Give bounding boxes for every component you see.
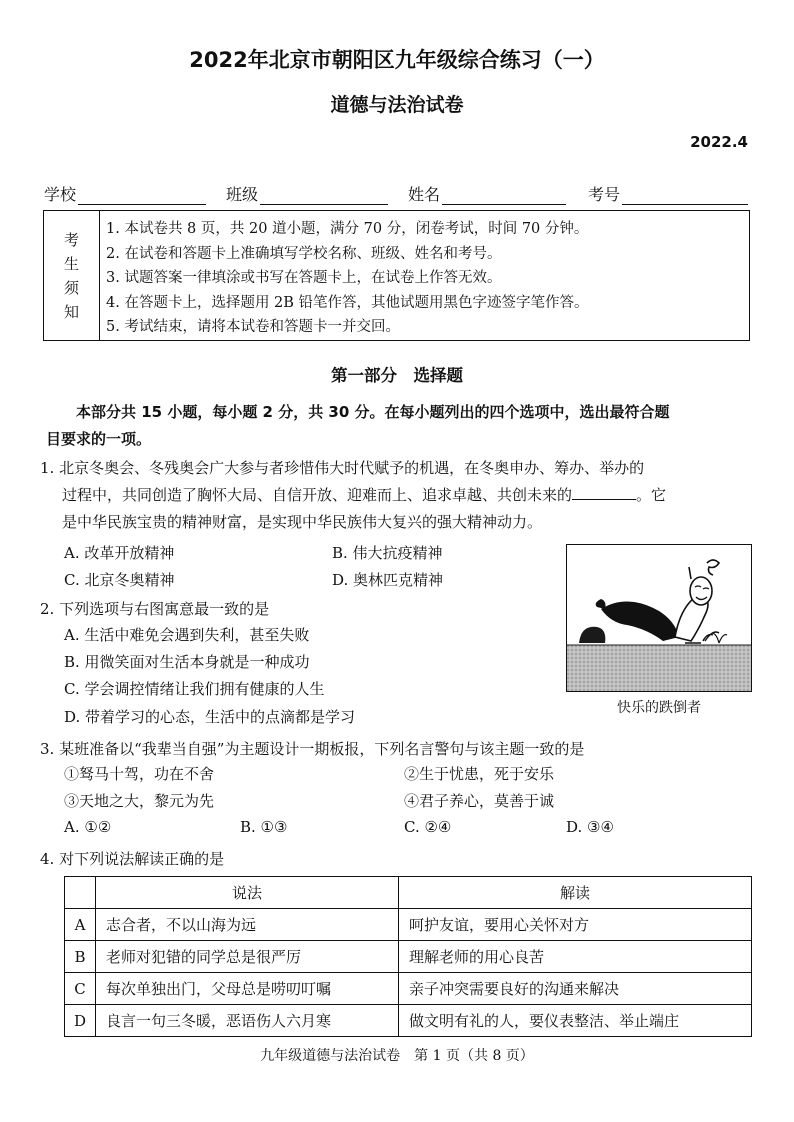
table-header-row	[65, 877, 752, 909]
q2-option-b[interactable]: B. 用微笑面对生活本身就是一种成功	[64, 653, 310, 671]
q2-option-a[interactable]: A. 生活中难免会遇到失利，甚至失败	[64, 626, 310, 644]
table-header-blank	[65, 877, 96, 909]
q2-stem: 2. 下列选项与右图寓意最一致的是	[40, 600, 270, 618]
q1-line3: 是中华民族宝贵的精神财富，是实现中华民族伟大复兴的强大精神动力。	[62, 513, 543, 531]
notice-item: 4. 在答题卡上，选择题用 2B 铅笔作答，其他试题用黑色字迹签字笔作答。	[106, 294, 589, 311]
notice-items	[106, 217, 589, 340]
row-letter: C	[65, 973, 96, 1005]
notice-label-char: 须	[63, 278, 79, 297]
school-blank[interactable]	[78, 186, 206, 205]
table-row[interactable]	[65, 973, 752, 1005]
q1-option-b[interactable]: B. 伟大抗疫精神	[332, 544, 443, 562]
q2-option-c[interactable]: C. 学会调控情绪让我们拥有健康的人生	[64, 680, 325, 698]
page-footer: 九年级道德与法治试卷 第 1 页（共 8 页）	[260, 1048, 534, 1064]
cartoon-image	[566, 544, 752, 692]
table-header-statement: 说法	[96, 877, 399, 909]
q1-line1: 1. 北京冬奥会、冬残奥会广大参与者珍惜伟大时代赋予的机遇，在冬奥申办、筹办、举办的	[40, 459, 645, 477]
table-row[interactable]	[65, 1005, 752, 1037]
exam-date: 2022.4	[690, 133, 748, 151]
q3-item-2: ②生于忧患，死于安乐	[404, 765, 555, 783]
name-blank[interactable]	[442, 186, 566, 205]
q1-line2-text: 过程中，共同创造了胸怀大局、自信开放、迎难而上、追求卓越、共创未来的	[62, 486, 573, 504]
table-header-interpretation: 解读	[399, 877, 752, 909]
q2-option-d[interactable]: D. 带着学习的心态，生活中的点滴都是学习	[64, 708, 356, 726]
table-row[interactable]	[65, 909, 752, 941]
school-field[interactable]	[44, 182, 206, 205]
fallen-body	[601, 601, 679, 641]
row-letter: D	[65, 1005, 96, 1037]
notice-label-char: 知	[63, 302, 79, 321]
q3-item-3: ③天地之大，黎元为先	[64, 792, 215, 810]
class-label: 班级	[226, 185, 259, 204]
row-statement: 良言一句三冬暖，恶语伤人六月寒	[96, 1005, 399, 1037]
q4-table	[64, 876, 752, 1037]
row-interpretation: 呵护友谊，要用心关怀对方	[399, 909, 752, 941]
q1-line2-tail: 。它	[636, 486, 667, 504]
class-blank[interactable]	[260, 186, 388, 205]
q3-option-d[interactable]: D. ③④	[566, 818, 614, 836]
figure-head	[690, 577, 712, 605]
row-letter: B	[65, 941, 96, 973]
q3-item-1: ①驽马十驾，功在不舍	[64, 765, 215, 783]
q4-stem: 4. 对下列说法解读正确的是	[40, 850, 225, 868]
q1-option-c[interactable]: C. 北京冬奥精神	[64, 571, 175, 589]
notice-label	[44, 211, 100, 340]
q3-option-b[interactable]: B. ①③	[240, 818, 288, 836]
cartoon-caption: 快乐的跌倒者	[617, 700, 701, 716]
section-intro-line1: 本部分共 15 小题，每小题 2 分，共 30 分。在每小题列出的四个选项中，选出最符合题	[76, 403, 670, 421]
school-label: 学校	[44, 185, 77, 204]
q3-option-a[interactable]: A. ①②	[64, 818, 112, 836]
row-statement: 老师对犯错的同学总是很严厉	[96, 941, 399, 973]
q3-stem: 3. 某班准备以“我辈当自强”为主题设计一期板报，下列名言警句与该主题一致的是	[40, 740, 585, 758]
q3-option-c[interactable]: C. ②④	[404, 818, 452, 836]
notice-item: 5. 考试结束，请将本试卷和答题卡一并交回。	[106, 319, 400, 336]
ground-texture	[567, 645, 751, 691]
row-statement: 志合者，不以山海为远	[96, 909, 399, 941]
name-field[interactable]	[408, 182, 566, 205]
cartoon-drawing	[567, 545, 751, 691]
exam-subtitle: 道德与法治试卷	[330, 94, 464, 116]
student-info-fields	[44, 182, 750, 206]
exam-no-label: 考号	[588, 185, 621, 204]
q1-option-d[interactable]: D. 奥林匹克精神	[332, 571, 444, 589]
sprout	[713, 633, 727, 643]
rock-shape	[579, 627, 605, 643]
q1-line2	[62, 482, 666, 509]
section-intro-line2: 目要求的一项。	[46, 430, 152, 448]
row-letter: A	[65, 909, 96, 941]
notice-item: 3. 试题答案一律填涂或书写在答题卡上，在试卷上作答无效。	[106, 270, 502, 287]
table-row[interactable]	[65, 941, 752, 973]
row-statement: 每次单独出门，父母总是唠叨叮嘱	[96, 973, 399, 1005]
exam-no-field[interactable]	[588, 182, 748, 205]
notice-item: 1. 本试卷共 8 页，共 20 道小题，满分 70 分，闭卷考试，时间 70 分钟。	[106, 221, 589, 237]
row-interpretation: 亲子冲突需要良好的沟通来解决	[399, 973, 752, 1005]
exam-no-blank[interactable]	[622, 186, 748, 205]
class-field[interactable]	[226, 182, 388, 205]
name-label: 姓名	[408, 185, 441, 204]
q1-option-a[interactable]: A. 改革开放精神	[64, 544, 175, 562]
row-interpretation: 理解老师的用心良苦	[399, 941, 752, 973]
q3-item-4: ④君子养心，莫善于诚	[404, 792, 555, 810]
exam-notice-box	[43, 210, 750, 341]
exam-title: 2022年北京市朝阳区九年级综合练习（一）	[189, 48, 605, 72]
notice-label-char: 考	[63, 230, 79, 249]
row-interpretation: 做文明有礼的人，要仪表整洁、举止端庄	[399, 1005, 752, 1037]
notice-item: 2. 在试卷和答题卡上准确填写学校名称、班级、姓名和考号。	[106, 245, 502, 262]
q1-answer-blank	[572, 483, 636, 500]
section-title: 第一部分 选择题	[331, 366, 463, 385]
notice-label-char: 生	[63, 254, 79, 273]
